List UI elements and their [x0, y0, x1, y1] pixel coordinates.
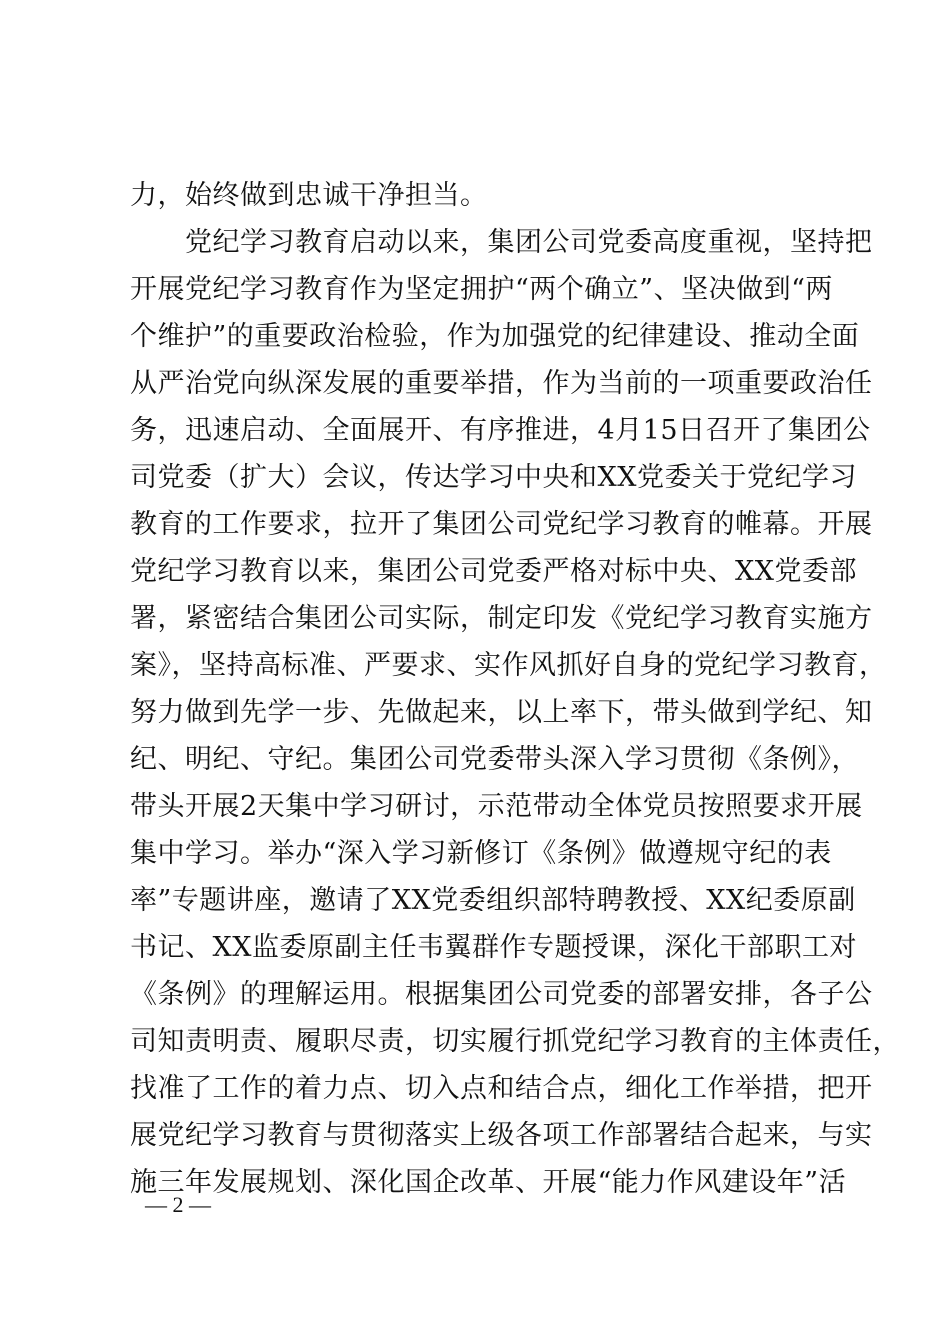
body-text-line: 率”专题讲座，邀请了XX党委组织部特聘教授、XX纪委原副 [130, 885, 856, 916]
body-text-line: 开展党纪学习教育作为坚定拥护“两个确立”、坚决做到“两 [130, 274, 833, 305]
body-text-line: 署，紧密结合集团公司实际，制定印发《党纪学习教育实施方 [130, 603, 873, 634]
body-text-line: 找准了工作的着力点、切入点和结合点，细化工作举措，把开 [130, 1073, 873, 1104]
body-text-line: 集中学习。举办“深入学习新修订《条例》做遵规守纪的表 [130, 838, 832, 869]
body-text-line: 带头开展2天集中学习研讨，示范带动全体党员按照要求开展 [130, 791, 863, 822]
body-text-line: 《条例》的理解运用。根据集团公司党委的部署安排，各子公 [130, 979, 873, 1010]
body-text-line: 司党委（扩大）会议，传达学习中央和XX党委关于党纪学习 [130, 462, 857, 493]
body-text-line: 书记、XX监委原副主任韦翼群作专题授课，深化干部职工对 [130, 932, 857, 963]
body-text-line: 个维护”的重要政治检验，作为加强党的纪律建设、推动全面 [130, 321, 860, 352]
body-text-line: 努力做到先学一步、先做起来，以上率下，带头做到学纪、知 [130, 697, 873, 728]
body-text-line: 党纪学习教育启动以来，集团公司党委高度重视，坚持把 [130, 227, 873, 258]
body-text-line: 案》，坚持高标准、严要求、实作风抓好自身的党纪学习教育， [130, 650, 887, 681]
body-text-line: 从严治党向纵深发展的重要举措，作为当前的一项重要政治任 [130, 368, 873, 399]
body-text-line: 教育的工作要求，拉开了集团公司党纪学习教育的帷幕。开展 [130, 509, 873, 540]
body-text-line: 务，迅速启动、全面展开、有序推进，4月15日召开了集团公 [130, 415, 871, 446]
body-text-line: 力，始终做到忠诚干净担当。 [130, 180, 488, 211]
page-number: — 2 — [145, 1192, 211, 1217]
body-text-line: 纪、明纪、守纪。集团公司党委带头深入学习贯彻《条例》， [130, 744, 859, 775]
body-text-line: 司知责明责、履职尽责，切实履行抓党纪学习教育的主体责任， [130, 1026, 900, 1057]
body-text-line: 党纪学习教育以来，集团公司党委严格对标中央、XX党委部 [130, 556, 857, 587]
body-text-line: 展党纪学习教育与贯彻落实上级各项工作部署结合起来，与实 [130, 1120, 873, 1151]
body-text-line: 施三年发展规划、深化国企改革、开展“能力作风建设年”活 [130, 1167, 847, 1198]
